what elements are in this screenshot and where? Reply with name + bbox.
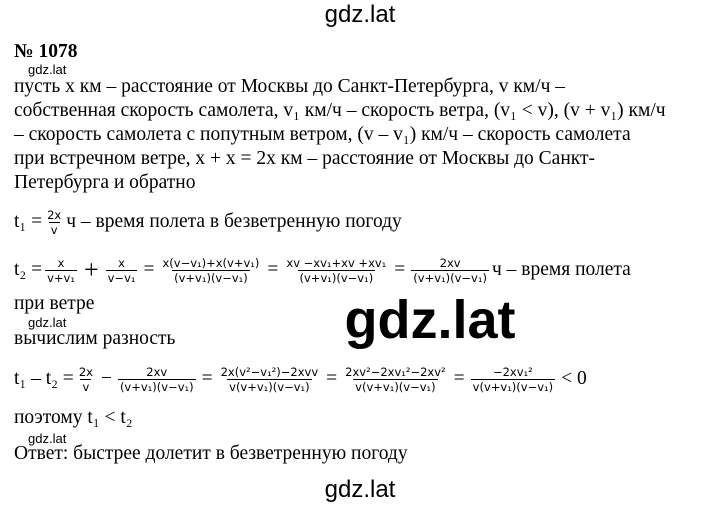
minus-sign: − — [100, 368, 112, 389]
equation-rhs: < 0 — [561, 368, 587, 389]
fraction — [106, 256, 138, 285]
equals-sign: = — [267, 259, 279, 280]
watermark-small: gdz.lat — [28, 62, 67, 77]
text-line-wind: при ветре — [14, 293, 95, 314]
watermark-small: gdz.lat — [28, 315, 67, 330]
fraction-numerator: 2x — [47, 207, 62, 222]
fraction — [343, 365, 448, 394]
fraction-denominator: v — [50, 222, 58, 237]
equation-text: ч – время полета — [491, 259, 631, 280]
fraction-numerator: xv −xv₁+xv +xv₁ — [286, 255, 387, 270]
fraction-numerator: x — [57, 255, 65, 270]
equals-sign: = — [326, 368, 338, 389]
fraction — [77, 365, 95, 394]
fraction-denominator: v(v+v₁)(v−v₁) — [472, 379, 554, 394]
fraction-numerator: 2xv — [439, 255, 461, 270]
equation-t2 — [14, 247, 631, 293]
paragraph-line: – скорость самолета с попутным ветром, (v – v₁) км/ч – скорость самолета — [14, 124, 631, 145]
fraction — [45, 256, 77, 285]
fraction-numerator: 2x — [78, 364, 93, 379]
fraction-numerator: −2xv₁² — [492, 364, 533, 379]
fraction-denominator: v(v+v₁)(v−v₁) — [355, 379, 436, 394]
fraction-denominator: (v+v₁)(v−v₁) — [119, 379, 194, 394]
fraction — [471, 365, 555, 394]
watermark-large: gdz.lat — [344, 290, 516, 350]
watermark-bottom: gdz.lat — [324, 476, 396, 503]
equation-lhs: t₂ = — [14, 259, 43, 280]
fraction-denominator: (v+v₁)(v−v₁) — [413, 270, 487, 285]
problem-number: № 1078 — [14, 41, 78, 62]
fraction — [219, 365, 321, 394]
fraction — [284, 256, 388, 285]
fraction-numerator: 2x(v²−v₁²)−2xvv — [220, 364, 319, 379]
fraction-numerator: 2xv²−2xv₁²−2xv² — [345, 364, 446, 379]
answer-line: Ответ: быстрее долетит в безветренную погоду — [14, 443, 408, 464]
watermark-small: gdz.lat — [28, 431, 67, 446]
equals-sign: = — [394, 259, 406, 280]
fraction-numerator: x(v−v₁)+x(v+v₁) — [162, 255, 260, 270]
fraction-denominator: (v+v₁)(v−v₁) — [174, 270, 248, 285]
fraction-denominator: v−v₁ — [107, 270, 136, 285]
fraction-denominator: v — [82, 379, 90, 394]
equation-lhs: t₁ = — [14, 211, 43, 232]
equation-lhs: t₁ – t₂ = — [14, 368, 74, 389]
paragraph-line: собственная скорость самолета, v₁ км/ч – скорость ветра, (v₁ < v), (v + v₁) км/ч — [14, 100, 666, 121]
text-line-difference: вычислим разность — [14, 328, 176, 349]
equals-sign: = — [453, 368, 465, 389]
paragraph-line: Петербурга и обратно — [14, 172, 196, 193]
equation-t1 — [14, 199, 402, 245]
equation-text: ч – время полета в безветренную погоду — [66, 211, 402, 232]
paragraph-line: при встречном ветре, x + x = 2x км – расстояние от Москвы до Санкт- — [14, 148, 596, 169]
fraction — [45, 208, 63, 237]
equation-difference — [14, 356, 590, 402]
fraction-denominator: v+v₁ — [47, 270, 75, 285]
plus-sign: + — [83, 255, 99, 284]
fraction-denominator: v(v+v₁)(v−v₁) — [229, 379, 310, 394]
fraction — [411, 256, 489, 285]
equals-sign: = — [143, 259, 155, 280]
watermark-top: gdz.lat — [324, 1, 396, 28]
fraction-numerator: 2xv — [146, 364, 168, 379]
fraction — [118, 365, 196, 394]
fraction — [160, 256, 261, 285]
text-line-therefore: поэтому t₁ < t₂ — [14, 407, 133, 428]
equals-sign: = — [201, 368, 213, 389]
fraction-denominator: (v+v₁)(v−v₁) — [299, 270, 374, 285]
paragraph-line: пусть x км – расстояние от Москвы до Санкт-Петербурга, v км/ч – — [14, 76, 565, 97]
fraction-numerator: x — [118, 255, 125, 270]
